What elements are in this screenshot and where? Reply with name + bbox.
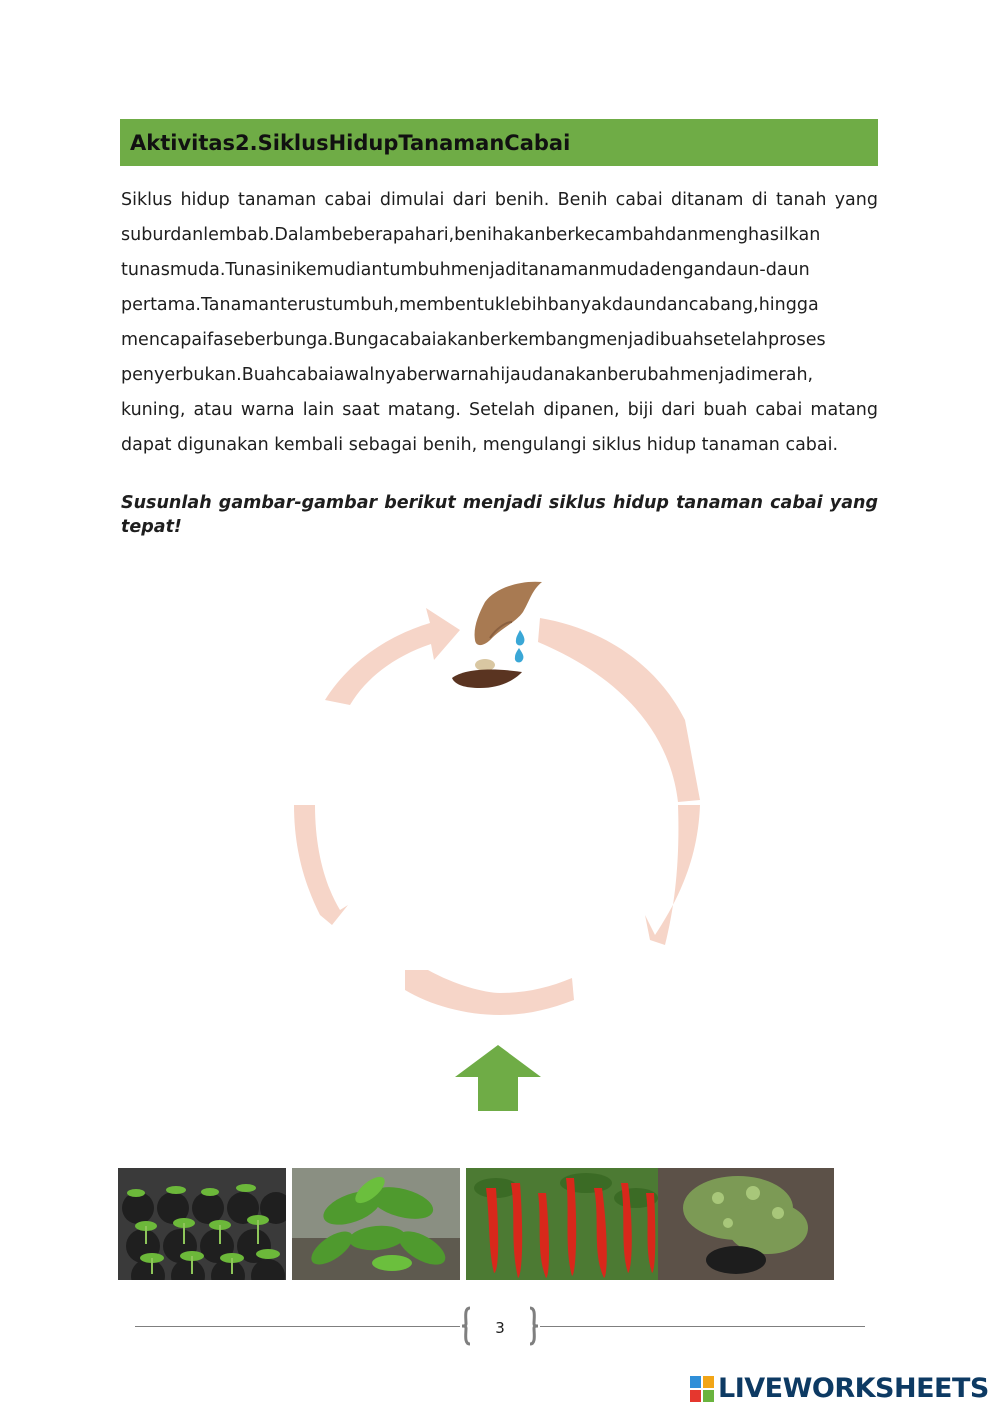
instruction-line: tepat!	[121, 517, 182, 537]
footer-line-left	[135, 1326, 460, 1327]
paragraph-line: tunasmuda.Tunasinikemudiantumbuhmenjaditanamanmudadengandaun-daun	[121, 260, 810, 280]
intro-paragraph	[121, 183, 878, 463]
soil-icon	[452, 670, 522, 688]
life-cycle-diagram	[280, 560, 720, 1030]
paragraph-line: mencapaifaseberbunga.Bungacabaiakanberkembangmenjadibuahsetelahproses	[121, 330, 826, 350]
cycle-arrow-top-left	[325, 608, 460, 705]
activity-title: Aktivitas2.SiklusHidupTanamanCabai	[130, 130, 571, 155]
young-pepper-plant-photo[interactable]	[292, 1168, 460, 1280]
instruction-text	[121, 491, 878, 539]
water-drop-icon	[515, 648, 524, 662]
potted-chili-plant-photo[interactable]	[658, 1168, 834, 1280]
cycle-arrow-top-right	[538, 618, 700, 802]
instruction-line: Susunlah gambar-gambar berikut menjadi siklus hidup tanaman cabai yang	[121, 493, 878, 513]
footer-line-right	[540, 1326, 865, 1327]
cycle-arrows	[294, 608, 700, 1015]
paragraph-line: Siklus hidup tanaman cabai dimulai dari benih. Benih cabai ditanam di tanah yang	[121, 190, 878, 210]
cycle-arrow-bottom	[405, 970, 574, 1015]
liveworksheets-logo-icon	[690, 1376, 714, 1402]
water-drop-icon	[516, 630, 525, 645]
cycle-arrow-right	[645, 805, 700, 945]
seed-icon	[475, 659, 495, 671]
paragraph-line: dapat digunakan kembali sebagai benih, mengulangi siklus hidup tanaman cabai.	[121, 435, 839, 455]
paragraph-line: kuning, atau warna lain saat matang. Setelah dipanen, biji dari buah cabai matang	[121, 400, 878, 420]
planting-seed-illustration	[452, 582, 542, 688]
hand-icon	[475, 582, 542, 645]
paragraph-line: penyerbukan.Buahcabaiawalnyaberwarnahijaudanakanberubahmenjadimerah,	[121, 365, 814, 385]
logo-text: LIVEWORKSHEETS	[718, 1373, 989, 1404]
page-number: 3	[495, 1319, 505, 1337]
seedlings-in-tray-photo[interactable]	[118, 1168, 286, 1280]
liveworksheets-logo[interactable]	[690, 1373, 989, 1404]
paragraph-line: pertama.Tanamanterustumbuh,membentuklebihbanyakdaundancabang,hingga	[121, 295, 819, 315]
paragraph-line: suburdanlembab.Dalambeberapahari,benihakanberkecambahdanmenghasilkan	[121, 225, 821, 245]
red-chili-fruits-photo[interactable]	[466, 1168, 658, 1280]
activity-title-bar	[120, 119, 878, 166]
cycle-arrow-left	[294, 805, 348, 925]
up-arrow-icon	[455, 1045, 541, 1111]
